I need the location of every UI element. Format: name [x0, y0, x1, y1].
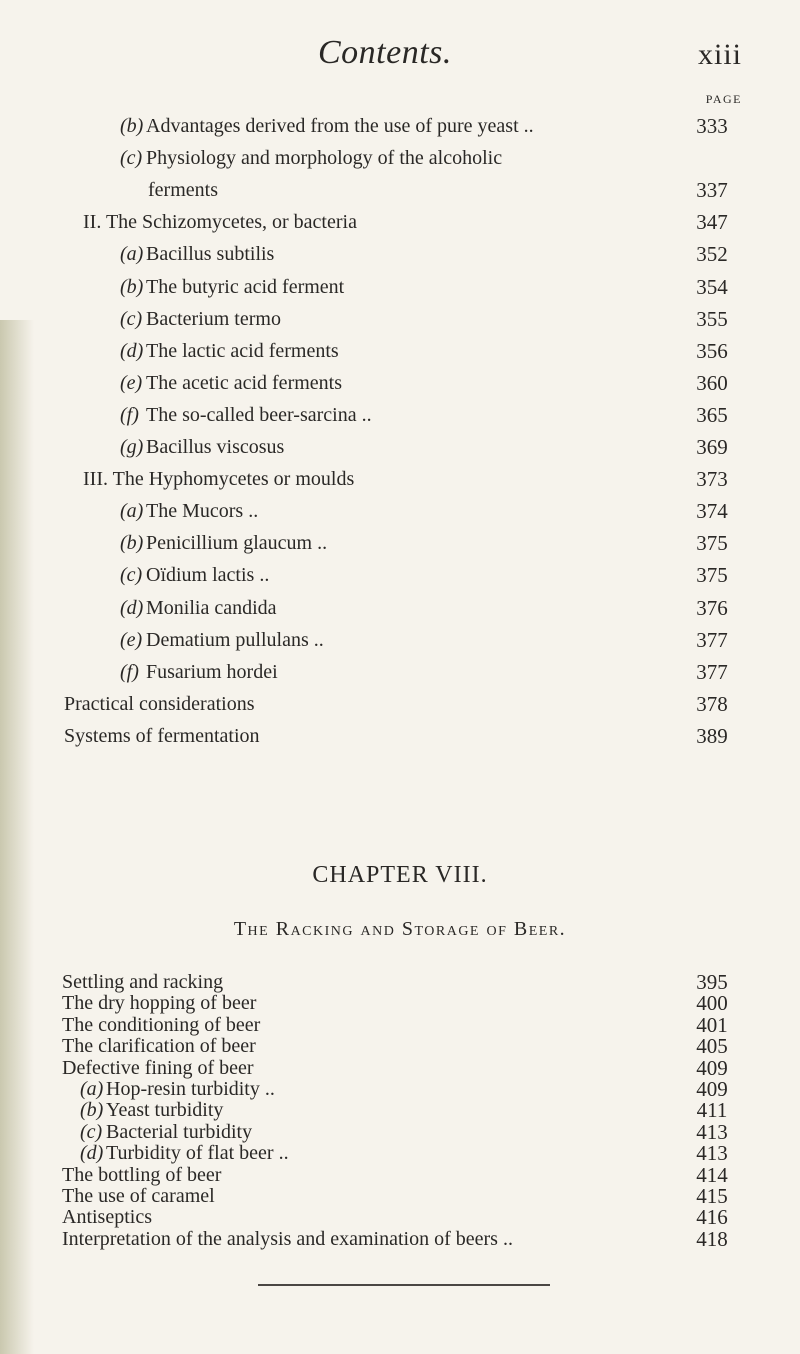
entry-page-number: 376: [696, 595, 728, 620]
toc-entry: [0, 145, 800, 171]
toc-entry: [0, 113, 800, 139]
entry-title: Settling and racking: [62, 971, 224, 993]
entry-title: The lactic acid ferments: [146, 339, 339, 362]
entry-page-number: 401: [696, 1012, 728, 1037]
entry-page-number: 409: [696, 1077, 728, 1101]
entry-title: Fusarium hordei: [146, 660, 278, 683]
entry-page-number: 355: [696, 306, 728, 331]
entry-label: (b): [120, 115, 144, 137]
entry-label: (e): [120, 628, 143, 651]
entry-title: Defective fining of beer: [62, 1056, 254, 1079]
toc-entry: [0, 530, 800, 556]
entry-label: (a): [120, 243, 144, 266]
entry-title: Bacterial turbidity: [106, 1120, 253, 1143]
entry-label: (f): [120, 403, 139, 426]
toc-entry: [0, 177, 800, 203]
entry-title: Bacterium termo: [146, 307, 281, 330]
entry-label: (f): [120, 660, 139, 683]
running-title: Contents.: [318, 34, 452, 71]
entry-title: Dematium pullulans ..: [146, 628, 324, 651]
toc-entry: [0, 723, 800, 749]
toc-entry: [0, 274, 800, 300]
toc-entry: [0, 306, 800, 332]
entry-title: Practical considerations: [64, 692, 255, 715]
entry-page-number: 373: [696, 467, 728, 492]
entry-title: The dry hopping of beer: [62, 992, 257, 1015]
toc-entry: [0, 627, 800, 653]
entry-page-number: 377: [696, 627, 728, 652]
entry-title: Bacillus subtilis: [146, 243, 275, 266]
toc-entry: [0, 338, 800, 364]
entry-page-number: 416: [696, 1205, 728, 1230]
entry-label: (e): [120, 371, 143, 394]
entry-page-number: 375: [696, 563, 728, 588]
entry-label: (b): [80, 1099, 104, 1122]
entry-title: Antiseptics: [62, 1206, 152, 1229]
entry-title: Penicillium glaucum ..: [146, 532, 328, 555]
entry-title: ferments: [148, 179, 218, 202]
entry-page-number: 413: [696, 1119, 728, 1144]
entry-title: Oïdium lactis ..: [146, 564, 270, 587]
toc-entry: [0, 691, 800, 717]
entry-label: (c): [120, 307, 143, 330]
entry-title: The so-called beer-sarcina ..: [146, 403, 372, 426]
entry-title: Turbidity of flat beer ..: [106, 1142, 289, 1165]
toc-entry: [0, 402, 800, 428]
entry-page-number: 333: [696, 114, 728, 138]
toc-entry: [0, 659, 800, 685]
entry-title: Hop-resin turbidity ..: [106, 1078, 275, 1100]
entry-title: Advantages derived from the use of pure yeast ..: [146, 115, 534, 137]
entry-page-number: 405: [696, 1034, 728, 1059]
entry-page-number: 377: [696, 659, 728, 684]
entry-title: The conditioning of beer: [62, 1013, 261, 1036]
entry-page-number: 409: [696, 1055, 728, 1080]
page-column-heading: PAGE: [705, 92, 742, 106]
entry-label: (d): [80, 1142, 104, 1165]
page-number: xiii: [697, 38, 742, 71]
entry-title: The acetic acid ferments: [146, 371, 342, 394]
entry-title: The butyric acid ferment: [146, 275, 345, 298]
entry-page-number: 415: [696, 1184, 728, 1208]
entry-title: The clarification of beer: [62, 1035, 256, 1058]
entry-label: (d): [120, 596, 144, 619]
entry-label: (a): [120, 500, 144, 523]
toc-entry: [0, 595, 800, 621]
chapter-title: The Racking and Storage of Beer.: [233, 918, 567, 940]
entry-page-number: 374: [696, 499, 728, 524]
entry-label: (c): [120, 564, 143, 587]
entry-page-number: 375: [696, 531, 728, 556]
entry-label: (c): [120, 147, 143, 170]
entry-title: Monilia candida: [146, 596, 277, 619]
entry-title: II. The Schizomycetes, or bacteria: [83, 211, 357, 234]
entry-page-number: 365: [696, 402, 728, 427]
toc-entry: [0, 241, 800, 267]
entry-page-number: 352: [696, 242, 728, 267]
entry-label: (a): [80, 1078, 104, 1100]
entry-label: (b): [120, 532, 144, 555]
entry-title: Bacillus viscosus: [146, 436, 285, 458]
entry-page-number: 418: [696, 1226, 728, 1251]
entry-page-number: 356: [696, 338, 728, 363]
entry-page-number: 354: [696, 274, 728, 299]
entry-title: The bottling of beer: [62, 1163, 222, 1186]
entry-title: Yeast turbidity: [106, 1099, 224, 1122]
entry-label: (d): [120, 339, 144, 362]
entry-page-number: 369: [696, 435, 728, 459]
toc-entry: [0, 1226, 800, 1252]
toc-entry: [0, 562, 800, 588]
entry-page-number: 414: [696, 1162, 728, 1187]
entry-page-number: 378: [696, 691, 728, 716]
toc-entry: [0, 466, 800, 492]
entry-title: Interpretation of the analysis and examination of beers ..: [62, 1227, 513, 1250]
entry-label: (b): [120, 275, 144, 298]
entry-label: (c): [80, 1120, 103, 1143]
entry-page-number: 360: [696, 370, 728, 395]
entry-page-number: 347: [696, 210, 728, 235]
entry-page-number: 413: [696, 1141, 728, 1166]
entry-page-number: 411: [696, 1098, 728, 1123]
entry-title: Physiology and morphology of the alcoholic: [146, 147, 503, 170]
toc-entry: [0, 370, 800, 396]
toc-entry: [0, 434, 800, 460]
entry-page-number: 337: [696, 178, 728, 203]
entry-title: Systems of fermentation: [64, 724, 260, 747]
entry-page-number: 400: [696, 991, 728, 1016]
entry-title: III. The Hyphomycetes or moulds: [83, 468, 355, 491]
entry-page-number: 395: [696, 970, 728, 994]
toc-entry: [0, 498, 800, 524]
toc-entry: [0, 209, 800, 235]
entry-title: The Mucors ..: [146, 500, 259, 523]
entry-label: (g): [120, 436, 144, 458]
running-header: [0, 34, 800, 84]
footer-rule: [258, 1284, 550, 1286]
chapter-heading: CHAPTER VIII.: [312, 862, 488, 888]
entry-title: The use of caramel: [62, 1185, 215, 1207]
entry-page-number: 389: [696, 723, 728, 748]
